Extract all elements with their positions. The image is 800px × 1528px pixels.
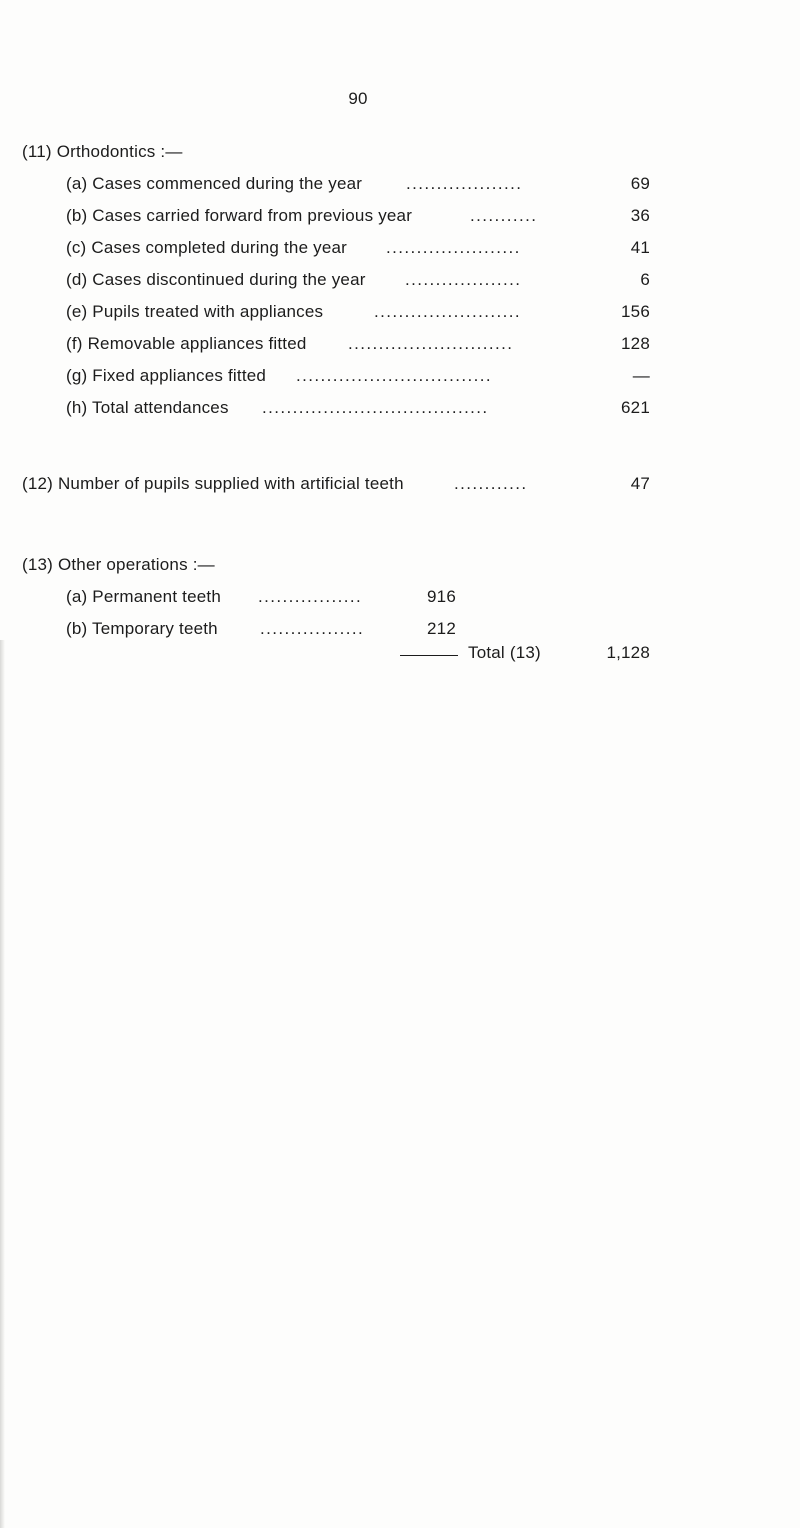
leader-dots: ........................... <box>348 334 514 353</box>
row-value: 41 <box>630 238 650 257</box>
row-label: (c) Cases completed during the year <box>66 238 348 257</box>
section-13-heading: (13) Other operations :— <box>22 555 215 574</box>
row-value: 36 <box>630 206 650 225</box>
row-value: — <box>632 366 650 385</box>
leader-dots: ................. <box>258 587 363 606</box>
row-label: (d) Cases discontinued during the year <box>66 270 366 289</box>
operations-row-a <box>66 587 456 609</box>
page-edge-shadow <box>0 640 5 1528</box>
row-value: 69 <box>630 174 650 193</box>
orthodontics-row-f <box>66 334 650 356</box>
row-label: (b) Temporary teeth <box>66 619 218 638</box>
orthodontics-row-c <box>66 238 650 260</box>
row-value: 156 <box>621 302 650 321</box>
leader-dots: ........................ <box>374 302 521 321</box>
leader-dots: ........... <box>470 206 538 225</box>
operations-row-b <box>66 619 456 641</box>
row-label: (a) Cases commenced during the year <box>66 174 363 193</box>
orthodontics-row-h <box>66 398 650 420</box>
orthodontics-row-d <box>66 270 650 292</box>
leader-dots: ................... <box>406 174 523 193</box>
leader-dots: ............ <box>454 474 528 493</box>
orthodontics-row-e <box>66 302 650 324</box>
orthodontics-row-b <box>66 206 650 228</box>
row-value: 916 <box>427 587 456 606</box>
artificial-teeth-row <box>22 474 650 496</box>
orthodontics-row-g <box>66 366 650 388</box>
row-label: (a) Permanent teeth <box>66 587 221 606</box>
row-label: (12) Number of pupils supplied with artificial teeth <box>22 474 404 493</box>
leader-dots: ...................... <box>386 238 521 257</box>
row-label: (b) Cases carried forward from previous year <box>66 206 413 225</box>
page-number: 90 <box>348 89 368 108</box>
row-value: 128 <box>621 334 650 353</box>
total-rule <box>400 655 458 656</box>
row-label: (f) Removable appliances fitted <box>66 334 307 353</box>
total-label: Total (13) <box>468 643 541 662</box>
leader-dots: ................. <box>260 619 365 638</box>
orthodontics-row-a <box>66 174 650 196</box>
leader-dots: ................... <box>405 270 522 289</box>
row-value: 621 <box>621 398 650 417</box>
row-value: 47 <box>630 474 650 493</box>
section-11-heading: (11) Orthodontics :— <box>22 142 183 161</box>
leader-dots: ................................ <box>296 366 492 385</box>
row-label: (g) Fixed appliances fitted <box>66 366 267 385</box>
row-value: 6 <box>640 270 650 289</box>
row-label: (e) Pupils treated with appliances <box>66 302 324 321</box>
leader-dots: ..................................... <box>262 398 489 417</box>
row-label: (h) Total attendances <box>66 398 229 417</box>
row-value: 212 <box>427 619 456 638</box>
total-value: 1,128 <box>606 643 650 662</box>
